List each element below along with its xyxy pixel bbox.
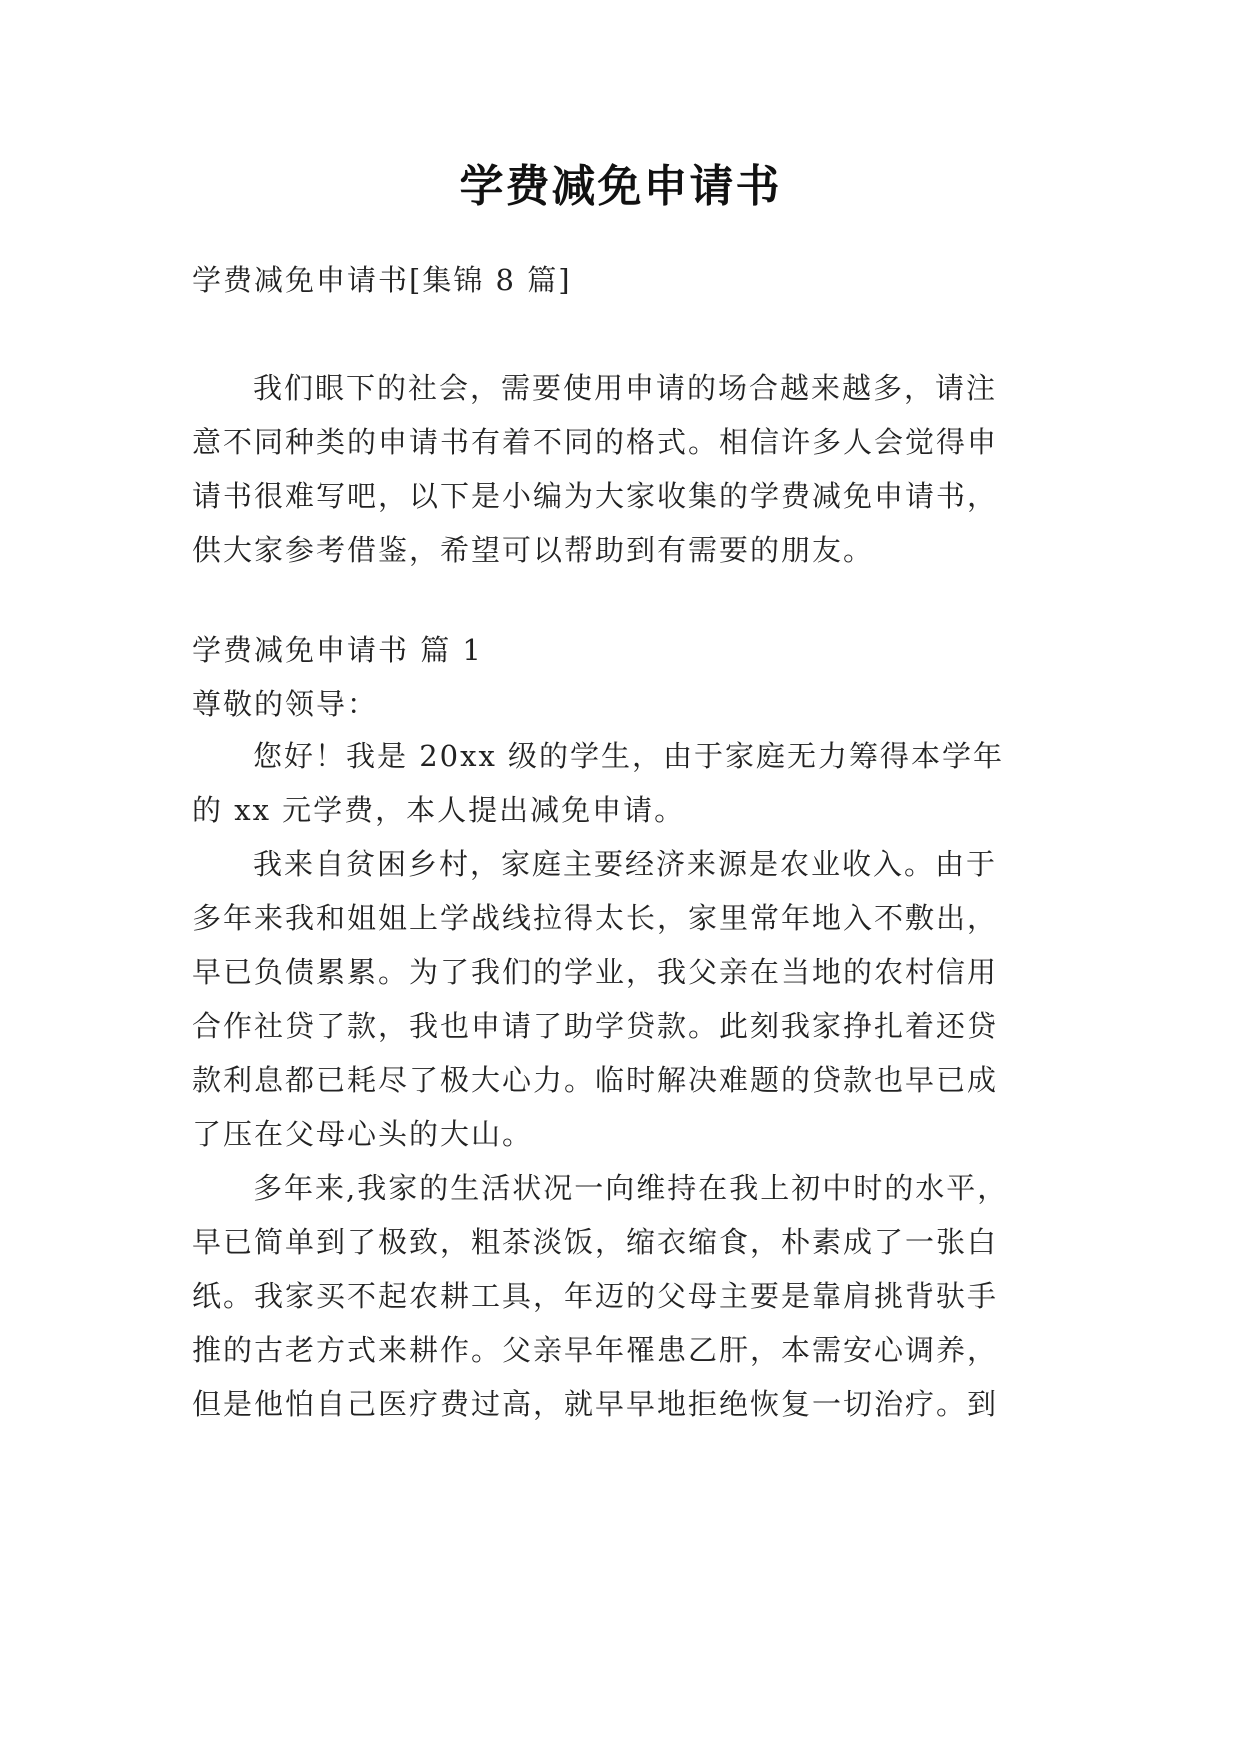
body-line: 款利息都已耗尽了极大心力。临时解决难题的贷款也早已成 bbox=[192, 1063, 999, 1097]
body-line: 多年来,我家的生活状况一向维持在我上初中时的水平， bbox=[253, 1171, 1009, 1205]
body-line: 您好！我是 20xx 级的学生，由于家庭无力筹得本学年 bbox=[253, 739, 1005, 773]
intro-line: 我们眼下的社会，需要使用申请的场合越来越多，请注 bbox=[253, 371, 998, 405]
body-line: 纸。我家买不起农耕工具，年迈的父母主要是靠肩挑背驮手 bbox=[192, 1279, 999, 1313]
body-line: 了压在父母心头的大山。 bbox=[192, 1117, 534, 1151]
intro-line: 供大家参考借鉴，希望可以帮助到有需要的朋友。 bbox=[192, 533, 875, 567]
body-line: 早已简单到了极致，粗茶淡饭，缩衣缩食，朴素成了一张白 bbox=[192, 1225, 999, 1259]
section-heading: 学费减免申请书 篇 1 bbox=[192, 633, 483, 667]
body-line: 多年来我和姐姐上学战线拉得太长，家里常年地入不敷出， bbox=[192, 901, 999, 935]
document-subtitle: 学费减免申请书[集锦 8 篇] bbox=[192, 263, 572, 297]
body-line: 推的古老方式来耕作。父亲早年罹患乙肝，本需安心调养， bbox=[192, 1333, 999, 1367]
body-line: 合作社贷了款，我也申请了助学贷款。此刻我家挣扎着还贷 bbox=[192, 1009, 999, 1043]
body-line: 但是他怕自己医疗费过高，就早早地拒绝恢复一切治疗。到 bbox=[192, 1387, 999, 1421]
intro-line: 意不同种类的申请书有着不同的格式。相信许多人会觉得申 bbox=[192, 425, 999, 459]
body-line: 我来自贫困乡村，家庭主要经济来源是农业收入。由于 bbox=[253, 847, 998, 881]
salutation: 尊敬的领导： bbox=[192, 687, 379, 721]
document-title: 学费减免申请书 bbox=[459, 161, 782, 212]
intro-line: 请书很难写吧，以下是小编为大家收集的学费减免申请书， bbox=[192, 479, 999, 513]
body-line: 早已负债累累。为了我们的学业，我父亲在当地的农村信用 bbox=[192, 955, 999, 989]
body-line: 的 xx 元学费，本人提出减免申请。 bbox=[192, 793, 686, 827]
